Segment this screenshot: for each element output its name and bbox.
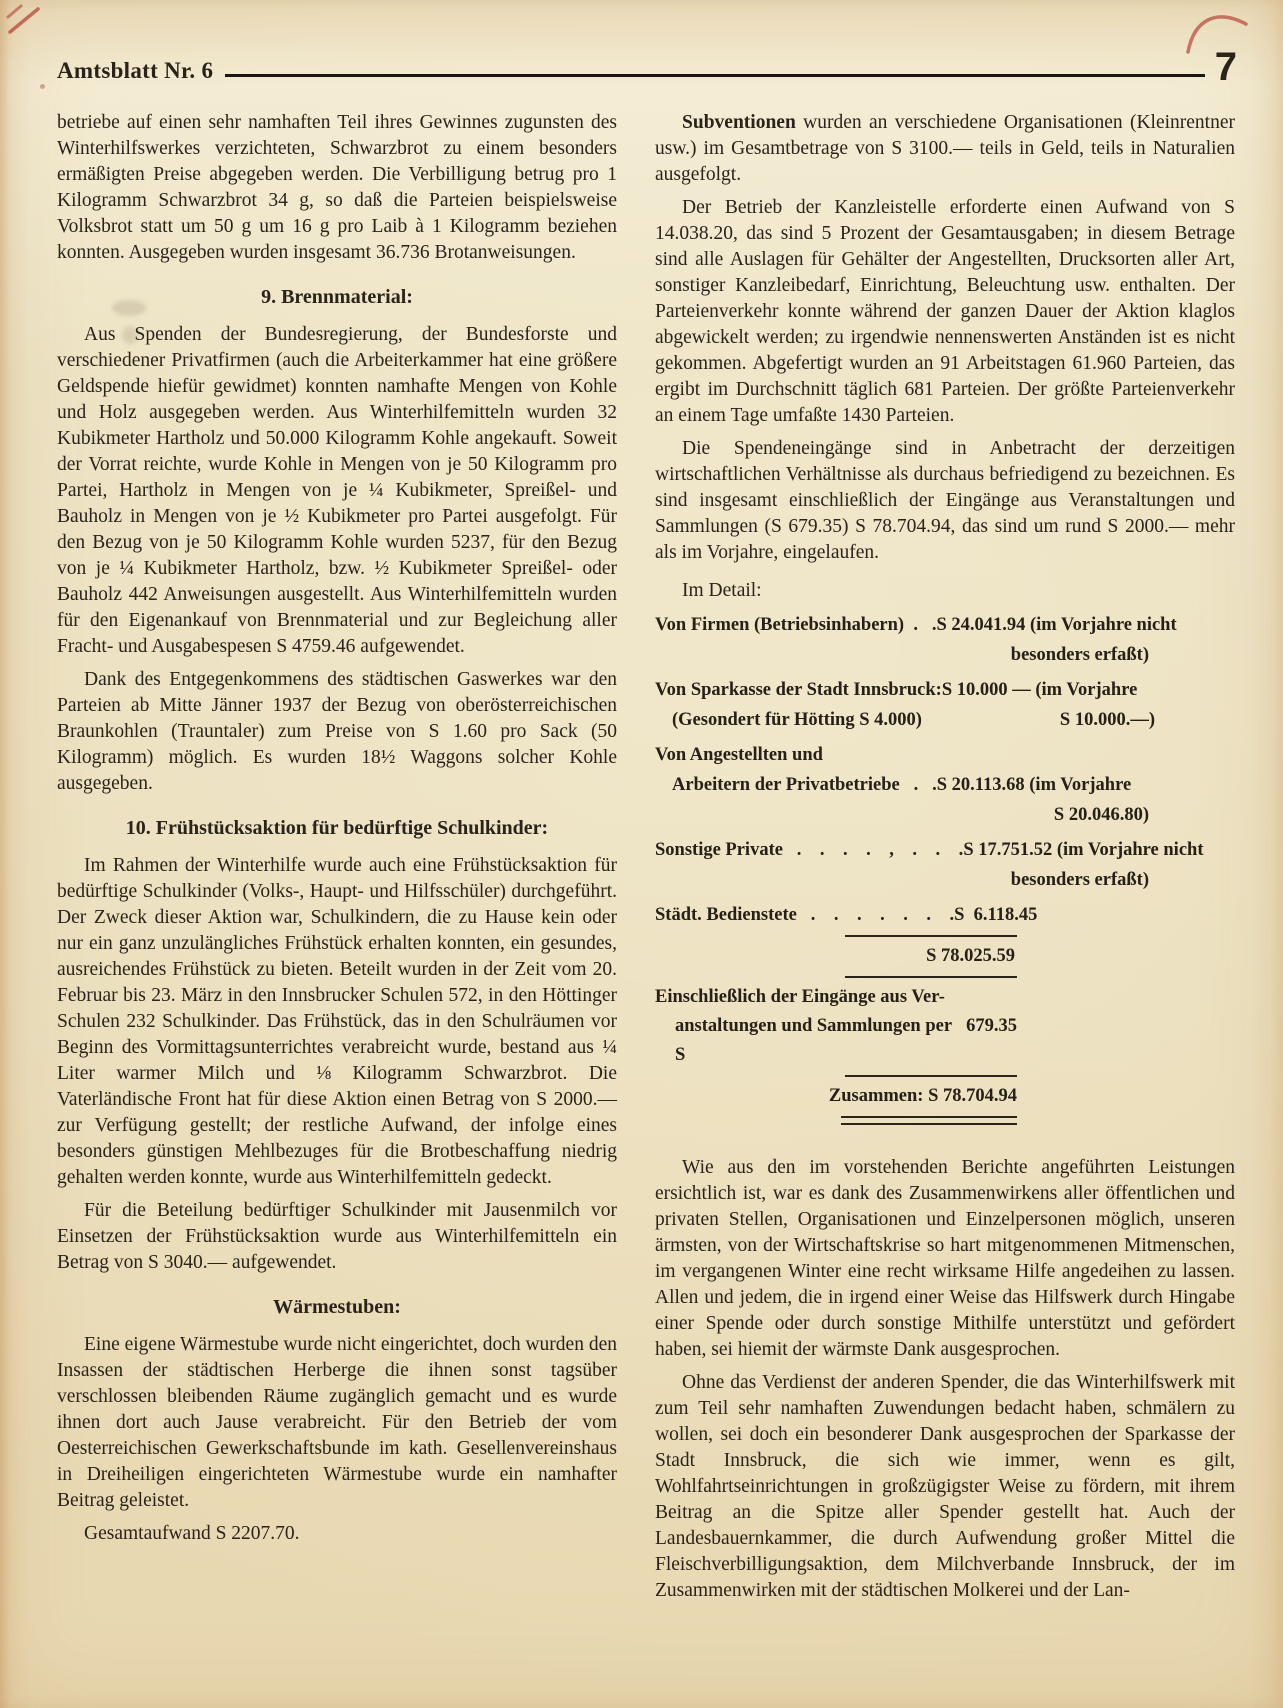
red-ink-speck: [40, 84, 45, 89]
donations-detail-table: [655, 610, 1235, 930]
row-amount: S 10.000 — (im Vorjahre: [941, 680, 1138, 700]
paragraph-subventionen: [655, 110, 1235, 188]
row-amount: S 20.113.68 (im Vorjahre: [936, 775, 1132, 795]
paragraph-fruehstueck-1: Im Rahmen der Winterhilfe wurde auch eine Frühstücksaktion für bedürftige Schulkinder (Volks-, Haupt- und Hilfsschüler) durchgeführt. Der Zweck dieser Aktion war, Schulkindern, die zu Hause kein oder nur ein ganz unzulängliches Frühstück erhalten konnten, ein gesundes, ausreichendes Frühstück zu bieten. Beteilt wurden in der Zeit vom 20. Februar bis 23. März in den Innsbrucker Schulen 572, in den Höttinger Schulen 232 Schulkinder. Das Frühstück, das in den Schulräumen vor Beginn des Vormittagsunterrichtes verabreicht wurde, bestand aus ¼ Liter warmer Milch und ⅛ Kilogramm Schwarzbrot. Die Vaterländische Front hat für diese Aktion einen Betrag von S 2000.— zur Verfügung gestellt; der restliche Aufwand, der infolge eines besonders günstigen Mehlbezuges für die Brotbeschaffung niedrig gehalten werden konnte, wurde aus Winterhilfemitteln gedeckt.: [57, 855, 617, 1188]
two-column-body: [57, 110, 1237, 1611]
table-row-sparkasse: [655, 675, 1235, 705]
total-rule: [845, 935, 1017, 937]
red-pencil-mark-top-left: [6, 2, 52, 36]
subventionen-lead: Subventionen: [682, 112, 796, 133]
paragraph-brennmaterial-1: Aus Spenden der Bundesregierung, der Bundesforste und verschiedener Privatfirmen (auch die Arbeiterkammer hat eine größere Geldspende hiefür gewidmet) konnten namhafte Mengen von Kohle und Holz ausgegeben werden. Aus Winterhilfemitteln wurden 32 Kubikmeter Hartholz und 50.000 Kilogramm Kohle angekauft. Soweit der Vorrat reichte, wurde Kohle in Mengen von je 50 Kilogramm pro Partei, Hartholz in Mengen von je ¼ Kubikmeter, Spreißel- und Bauholz in Mengen von je ½ Kubikmeter pro Partei ausgefolgt. Für den Bezug von je 50 Kilogramm Kohle wurden 5237, für den Bezug von je ¼ Kubikmeter Hartholz, bzw. ½ Kubikmeter Spreißel- oder Bauholz 442 Anweisungen ausgestellt. Aus Winterhilfemitteln wurden für den Eigenankauf von Brennmaterial und zur Begleichung aller Fracht- und Ausgabespesen S 4759.46 aufgewendet.: [57, 324, 617, 657]
paragraph-intro-continuation: betriebe auf einen sehr namhaften Teil ihres Gewinnes zugunsten des Winterhilfswerkes verzichteten, Schwarzbrot zu einem besonders ermäßigten Preise abgegeben werden. Die Verbilligung betrug pro 1 Kilogramm Schwarzbrot 34 g, so daß die Parteien beispielsweise Volksbrot statt um 50 g um 16 g pro Laib à 1 Kilogramm beziehen konnten. Ausgegeben wurden insgesamt 36.736 Brotanweisungen.: [57, 112, 617, 263]
subtotal-amount: S 78.025.59: [926, 946, 1015, 966]
table-row-angestellte-2: [655, 770, 1235, 800]
paragraph-spendeneingaenge: Die Spendeneingänge sind in Anbetracht der derzeitigen wirtschaftlichen Verhältnisse als durchaus befriedigend zu bezeichnen. Es sind insgesamt einschließlich der Eingänge aus Veranstaltungen und Sammlungen (S 679.35) S 78.704.94, das sind um rund S 2000.— mehr als im Vorjahre, eingelaufen.: [655, 438, 1235, 563]
row-label: Arbeitern der Privatbetriebe . .: [672, 775, 937, 795]
paragraph-fruehstueck-2: Für die Beteilung bedürftiger Schulkinder mit Jausenmilch vor Einsetzen der Frühstücksaktion wurde aus Winterhilfemitteln ein Betrag von S 3040.— aufgewendet.: [57, 1200, 617, 1273]
row-note: besonders erfaßt): [1010, 870, 1149, 890]
row-note: S 20.046.80): [1053, 805, 1149, 825]
paragraph-waermestuben: Eine eigene Wärmestube wurde nicht eingerichtet, doch wurden den Insassen der städtischen Herberge die ihnen sonst tagsüber verschlossen bleibenden Räume zugänglich gemacht und es wurde ihnen dort auch Jause verabreicht. Für den Betrieb der vom Oesterreichischen Gewerkschaftsbunde im kath. Gesellenvereinshaus in Dreiheiligen eingerichteten Wärmestube wurde ein namhafter Beitrag geleistet.: [57, 1334, 617, 1511]
grand-total: Zusammen: S 78.704.94: [828, 1086, 1017, 1106]
row-sub-amount: S 10.000.—): [1059, 710, 1155, 730]
row-label: Von Firmen (Betriebsinhabern) . .: [655, 615, 937, 635]
section-heading-waermestuben: Wärmestuben:: [273, 1296, 401, 1318]
row-amount: S 24.041.94 (im Vorjahre nicht: [936, 615, 1177, 635]
double-rule: [841, 1116, 1017, 1125]
page-content: [57, 45, 1237, 1611]
inclusion-label: anstaltungen und Sammlungen per S: [675, 1016, 952, 1065]
row-label: Städt. Bedienstete . . . . . . .: [655, 905, 955, 925]
totals-block: [655, 935, 1017, 1125]
row-label: Sonstige Private . . . . , . . .: [655, 840, 964, 860]
row-sub-label: (Gesondert für Hötting S 4.000): [672, 710, 922, 730]
inclusion-line-2: [655, 1012, 1017, 1070]
row-amount: S 17.751.52 (im Vorjahre nicht: [963, 840, 1204, 860]
section-heading-fruehstuecksaktion: 10. Frühstücksaktion für bedürftige Schulkinder:: [125, 817, 549, 839]
page-number: 7: [1214, 45, 1237, 89]
subventionen-rest: wurden an verschiedene Organisationen (Kleinrentner usw.) im Gesamtbetrage von S 3100.— teils in Geld, teils in Naturalien ausgefolgt.: [655, 112, 1235, 185]
page-header: [57, 45, 1237, 89]
paragraph-gesamtaufwand: Gesamtaufwand S 2207.70.: [84, 1523, 300, 1544]
paragraph-dank-1: Wie aus den im vorstehenden Berichte angeführten Leistungen ersichtlich ist, war es dank des Zusammenwirkens aller öffentlichen und privaten Stellen, Organisationen und Einzelpersonen möglich, unseren ärmsten, von der Wirtschaftskrise so hart mitgenommenen Mitmenschen, im vergangenen Winter eine recht wirksame Hilfe angedeihen zu lassen. Allen und jedem, die in irgend einer Weise das Hilfswerk durch Hingabe einer Spende oder durch sonstige Mithilfe unterstützt und gefördert haben, sei hiemit der wärmste Dank ausgesprochen.: [655, 1157, 1235, 1360]
row-label: Von Sparkasse der Stadt Innsbruck:: [655, 680, 942, 700]
total-rule: [845, 1075, 1017, 1077]
header-rule: [225, 74, 1204, 77]
journal-title: Amtsblatt Nr. 6: [57, 58, 214, 83]
section-heading-brennmaterial: 9. Brennmaterial:: [261, 286, 413, 308]
inclusion-amount: 679.35: [966, 1016, 1017, 1036]
right-column: [655, 110, 1235, 1611]
row-note: besonders erfaßt): [1010, 645, 1149, 665]
row-amount: S 6.118.45: [954, 905, 1038, 925]
table-row-sparkasse-sub: [655, 705, 1235, 735]
total-rule: [845, 976, 1017, 978]
table-row-firmen: [655, 610, 1235, 640]
paragraph-brennmaterial-2: Dank des Entgegenkommens des städtischen Gaswerkes war den Parteien ab Mitte Jänner 1937 der Bezug von oberösterreichischen Braunkohlen (Trauntaler) zum Preise von S 1.60 pro Sack (50 Kilogramm) möglich. Es wurden 18½ Waggons solcher Kohle ausgegeben.: [57, 669, 617, 794]
paragraph-kanzleistelle: Der Betrieb der Kanzleistelle erforderte einen Aufwand von S 14.038.20, das sind 5 Prozent der Gesamtausgaben; in diesem Betrage sind alle Auslagen für Gehälter der Angestellten, Drucksorten aller Art, sonstiger Kanzleibedarf, Einrichtung, Beleuchtung usw. enthalten. Der Parteienverkehr konnte während der ganzen Dauer der Aktion klaglos abgewickelt werden; zu irgendwie nennenswerten Anständen ist es nicht gekommen. Abgefertigt wurden an 91 Arbeitstagen 61.960 Parteien, das ergibt im Durchschnitt täglich 681 Parteien. Der größte Parteienverkehr an einem Tage umfaßte 1430 Parteien.: [655, 197, 1235, 426]
row-label: Von Angestellten und: [655, 745, 823, 765]
left-column: [57, 110, 617, 1611]
table-row-angestellte: [655, 740, 1235, 770]
paragraph-dank-2: Ohne das Verdienst der anderen Spender, die das Winterhilfswerk mit zum Teil sehr namhaften Zuwendungen bedacht haben, schmälern zu wollen, sei doch ein besonderer Dank ausgesprochen der Sparkasse der Stadt Innsbruck, die sich wie immer, wenn es gilt, Wohlfahrtseinrichtungen in großzügigster Weise zu fördern, mit ihrem Beitrag an die Spitze aller Spender gestellt hat. Auch der Landesbauernkammer, die durch Aufwendung großer Mittel die Fleischverbilligungsaktion, dem Milchverbande Innsbruck, der im Zusammenwirken mit der städtischen Molkerei und der Lan-: [655, 1372, 1235, 1601]
table-row-private: [655, 835, 1235, 865]
table-row-bedienstete: [655, 900, 1235, 930]
inclusion-line-1: Einschließlich der Eingänge aus Ver-: [655, 987, 945, 1007]
detail-heading: Im Detail:: [682, 580, 762, 601]
